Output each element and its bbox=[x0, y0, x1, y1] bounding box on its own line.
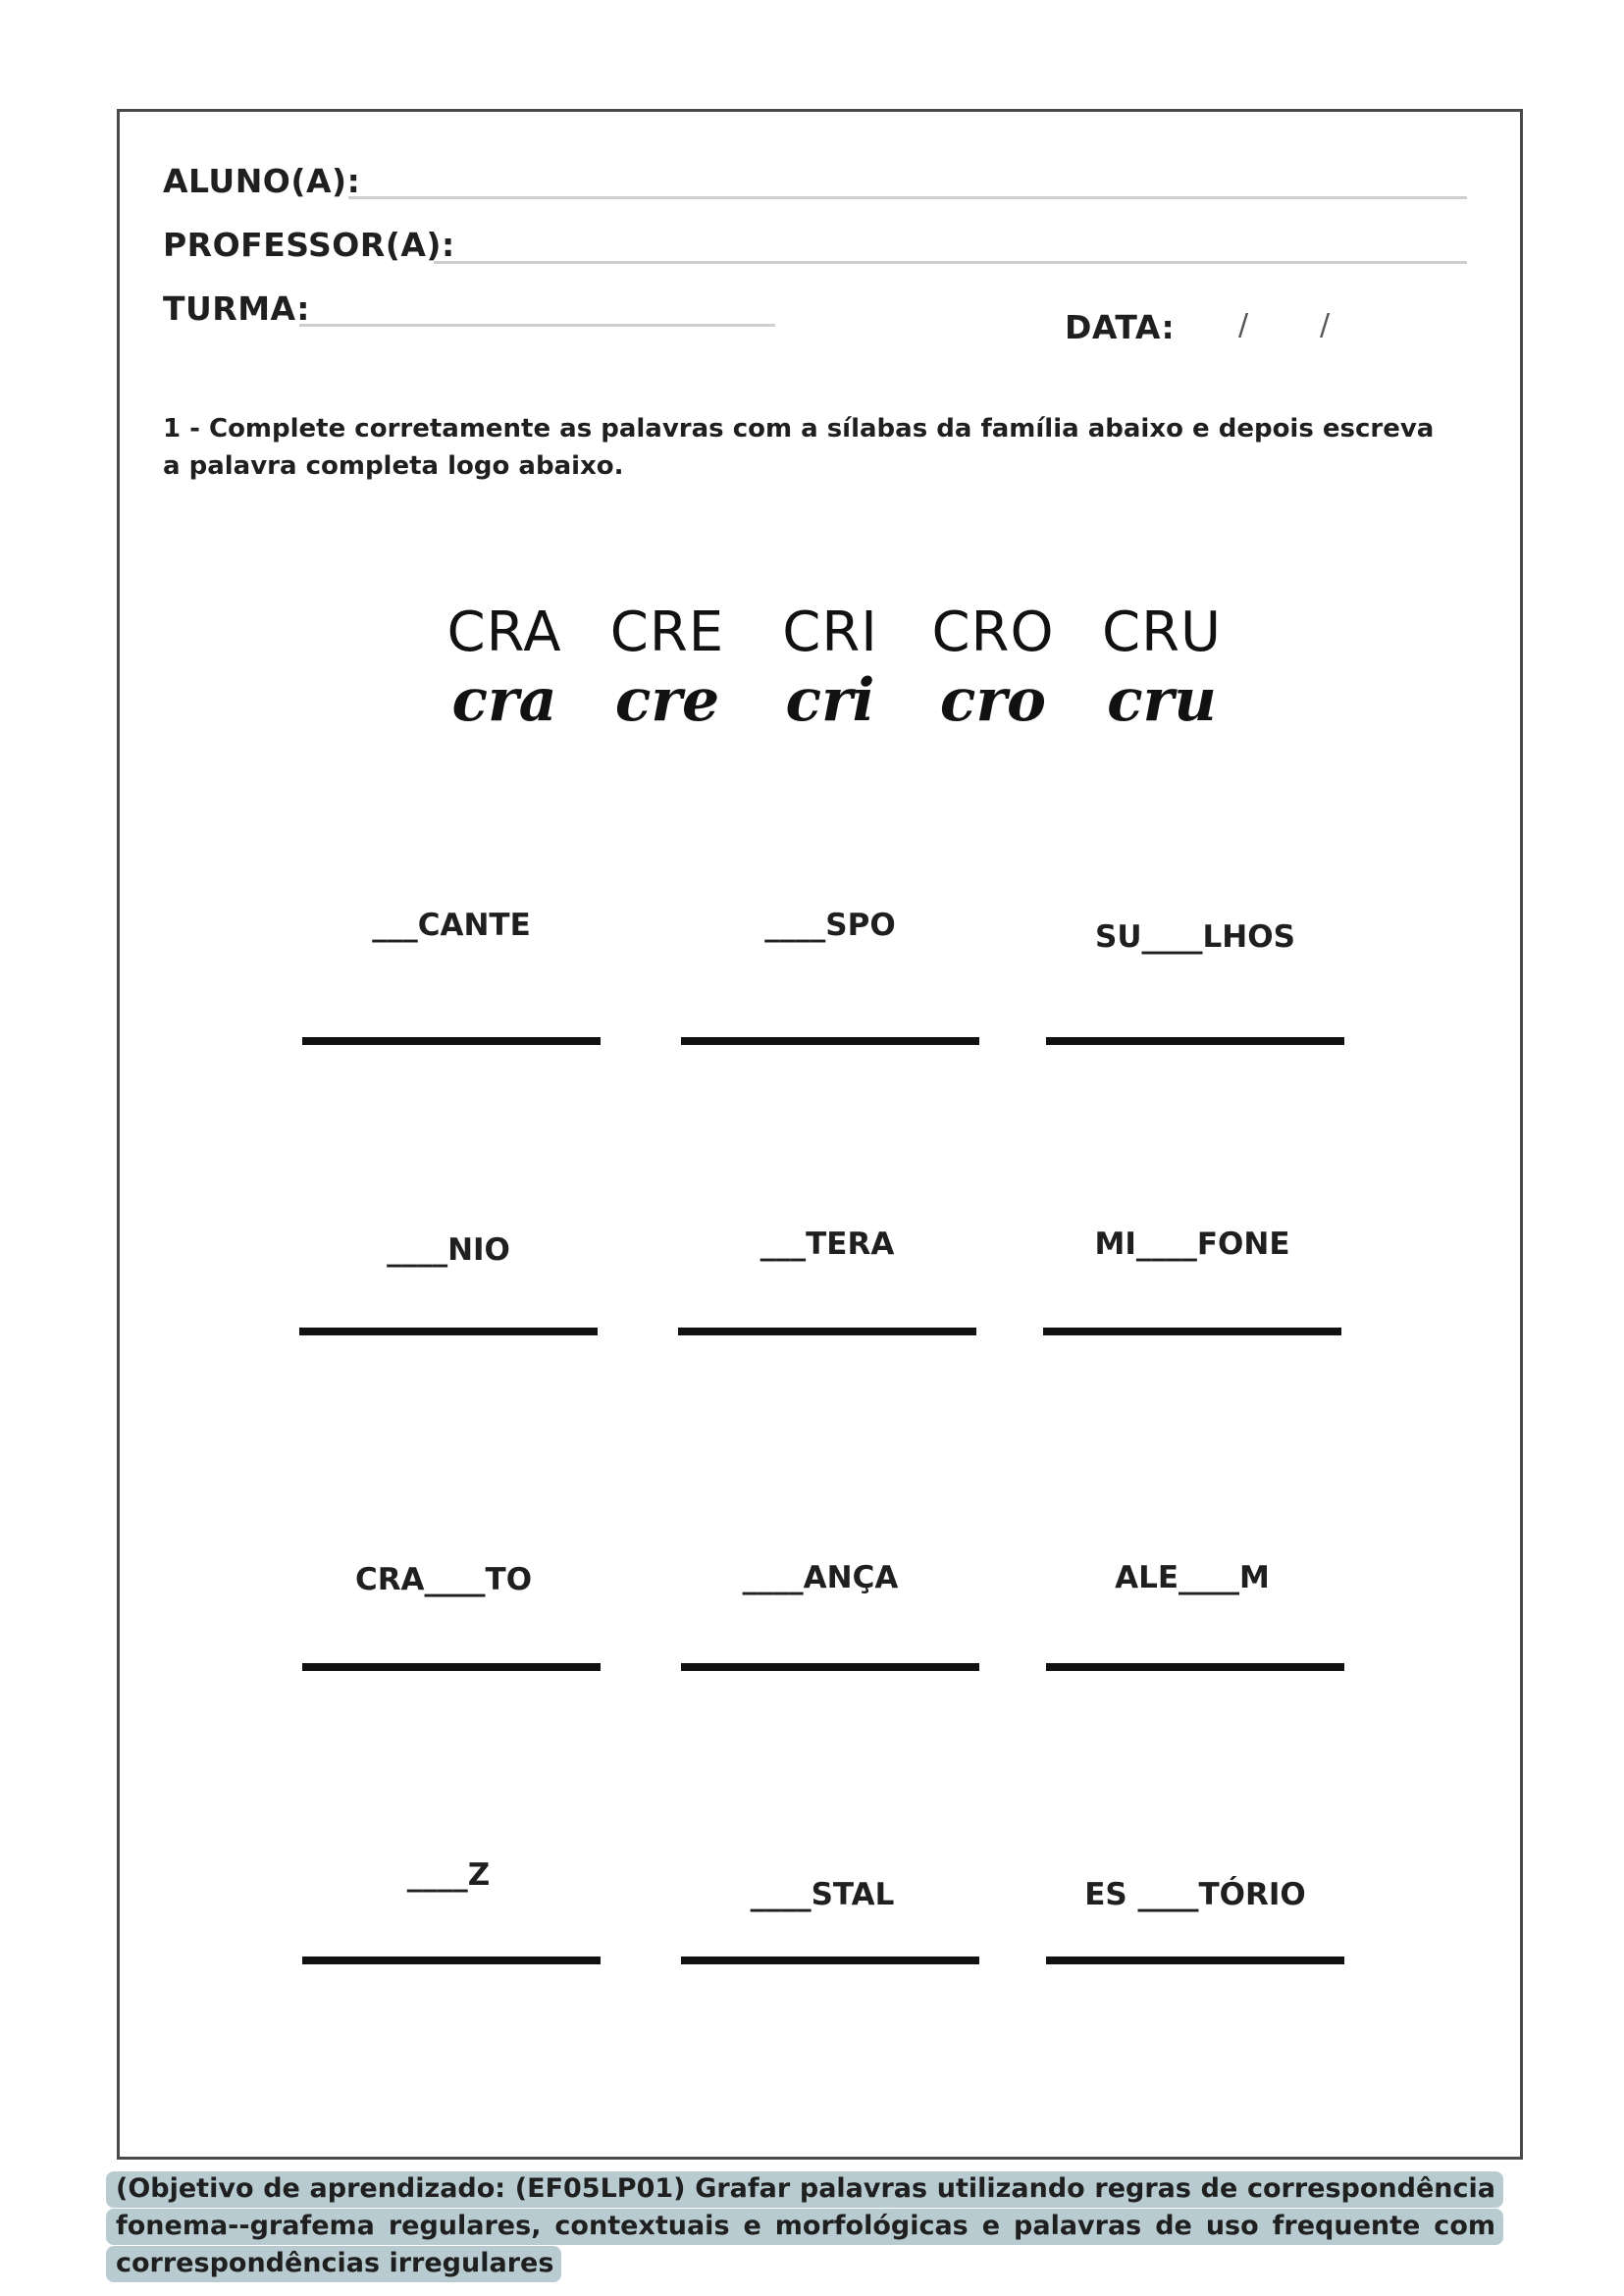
answer-line[interactable] bbox=[678, 1328, 976, 1335]
answer-line[interactable] bbox=[681, 1957, 979, 1964]
syllable-cursive: cru bbox=[1107, 666, 1217, 735]
instruction-text: 1 - Complete corretamente as palavras com a sílabas da família abaixo e depois escreva a palavra completa logo abaixo. bbox=[163, 414, 1435, 481]
answer-line[interactable] bbox=[302, 1663, 601, 1671]
syllable-upper: CRO bbox=[931, 600, 1055, 664]
date-separator: / bbox=[1320, 308, 1331, 342]
word-prompt: ____Z bbox=[406, 1857, 491, 1893]
syllable-cursive: cra bbox=[451, 666, 557, 735]
answer-line[interactable] bbox=[1046, 1663, 1344, 1671]
syllable-upper: CRU bbox=[1102, 600, 1222, 664]
date-label: DATA: bbox=[1065, 308, 1176, 346]
word-prompt: ALE____M bbox=[1115, 1560, 1270, 1595]
word-prompt: MI____FONE bbox=[1094, 1226, 1290, 1262]
word-prompt: ____STAL bbox=[750, 1877, 895, 1912]
teacher-label: PROFESSOR(A): bbox=[163, 226, 455, 264]
student-name-line[interactable] bbox=[348, 196, 1467, 199]
learning-objective-note bbox=[106, 2170, 1503, 2282]
syllable-cursive: cre bbox=[614, 666, 720, 735]
class-line[interactable] bbox=[299, 324, 775, 327]
answer-line[interactable] bbox=[1046, 1957, 1344, 1964]
class-label: TURMA: bbox=[163, 289, 310, 328]
word-prompt: ____ANÇA bbox=[742, 1560, 899, 1595]
answer-line[interactable] bbox=[302, 1957, 601, 1964]
date-separator: / bbox=[1238, 308, 1249, 342]
teacher-name-line[interactable] bbox=[434, 261, 1467, 264]
word-prompt: ___TERA bbox=[760, 1226, 895, 1262]
answer-line[interactable] bbox=[1043, 1328, 1341, 1335]
word-prompt: SU____LHOS bbox=[1095, 919, 1295, 955]
syllable-cri bbox=[752, 600, 909, 735]
syllable-cursive: cro bbox=[939, 666, 1047, 735]
word-prompt: CRA____TO bbox=[354, 1562, 533, 1597]
answer-line[interactable] bbox=[681, 1037, 979, 1045]
answer-line[interactable] bbox=[1046, 1037, 1344, 1045]
answer-line[interactable] bbox=[299, 1328, 598, 1335]
word-prompt: ____NIO bbox=[387, 1232, 510, 1268]
syllable-cre bbox=[589, 600, 746, 735]
syllable-cursive: cri bbox=[785, 666, 875, 735]
word-prompt: ____SPO bbox=[764, 908, 896, 943]
syllable-upper: CRI bbox=[782, 600, 878, 664]
student-label: ALUNO(A): bbox=[163, 162, 361, 200]
answer-line[interactable] bbox=[302, 1037, 601, 1045]
syllable-cra bbox=[426, 600, 583, 735]
word-prompt: ___CANTE bbox=[372, 908, 531, 943]
syllable-cro bbox=[915, 600, 1072, 735]
answer-line[interactable] bbox=[681, 1663, 979, 1671]
word-prompt: ES ____TÓRIO bbox=[1084, 1877, 1306, 1912]
learning-objective-text: (Objetivo de aprendizado: (EF05LP01) Grafar palavras utilizando regras de correspondência fonema--grafema regulares, contextuais e morfológicas e palavras de uso frequente com correspondências irregulares bbox=[106, 2171, 1503, 2282]
syllable-cru bbox=[1083, 600, 1240, 735]
syllable-upper: CRA bbox=[446, 600, 562, 664]
syllable-upper: CRE bbox=[609, 600, 725, 664]
